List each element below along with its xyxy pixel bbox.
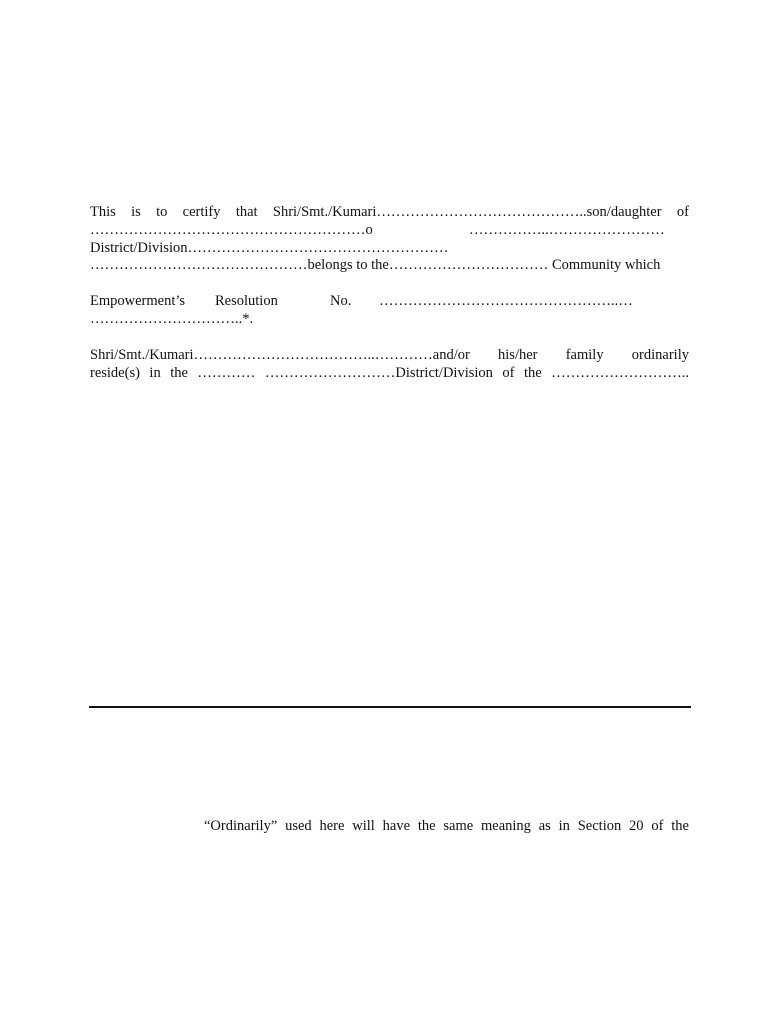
name-blank: Shri/Smt./Kumari……………………………………..son/daughter (272, 204, 662, 220)
state-blank: ……………………….. (551, 365, 689, 381)
word: family (565, 347, 604, 363)
date-blank: …………………………..*. (90, 311, 254, 327)
word: Resolution (215, 293, 278, 309)
word: the (170, 365, 188, 381)
blank: ………… (197, 365, 256, 381)
para2-line2 (90, 310, 689, 328)
place-blank: ……………..…………………… (469, 222, 665, 238)
word: reside(s) (90, 365, 140, 381)
word: ordinarily (631, 347, 689, 363)
para3-line2 (90, 364, 689, 382)
word: the (524, 365, 542, 381)
district-blank: District/Division……………………………………………… (90, 240, 449, 256)
word: This (90, 204, 116, 220)
footnote-text: “Ordinarily” used here will have the same meaning as in Section 20 of the (204, 818, 689, 834)
word: Empowerment’s (90, 293, 186, 309)
footnote (204, 817, 689, 835)
word: is (131, 204, 141, 220)
word: of (676, 204, 689, 220)
resolution-number-blank: …………………………………………..… (379, 293, 633, 309)
word: to (156, 204, 168, 220)
community-blank: ………………………………………belongs to the…………………………… Community which (90, 257, 661, 273)
para1-line4 (90, 256, 689, 274)
parent-blank: …………………………………………………o (90, 222, 373, 238)
para1-line3 (90, 239, 689, 257)
para3-line1 (90, 346, 689, 364)
para1-line1 (90, 203, 689, 221)
para1-line2 (90, 221, 689, 239)
district-blank: ………………………District/Division (264, 365, 493, 381)
word: No. (330, 293, 352, 309)
word: certify (182, 204, 221, 220)
word: that (235, 204, 258, 220)
word: of (502, 365, 515, 381)
name-blank: Shri/Smt./Kumari………………………………..…………and/or (90, 347, 470, 363)
para2-line1 (90, 292, 689, 310)
word: in (149, 365, 161, 381)
word: his/her (498, 347, 538, 363)
footnote-divider (89, 706, 691, 708)
